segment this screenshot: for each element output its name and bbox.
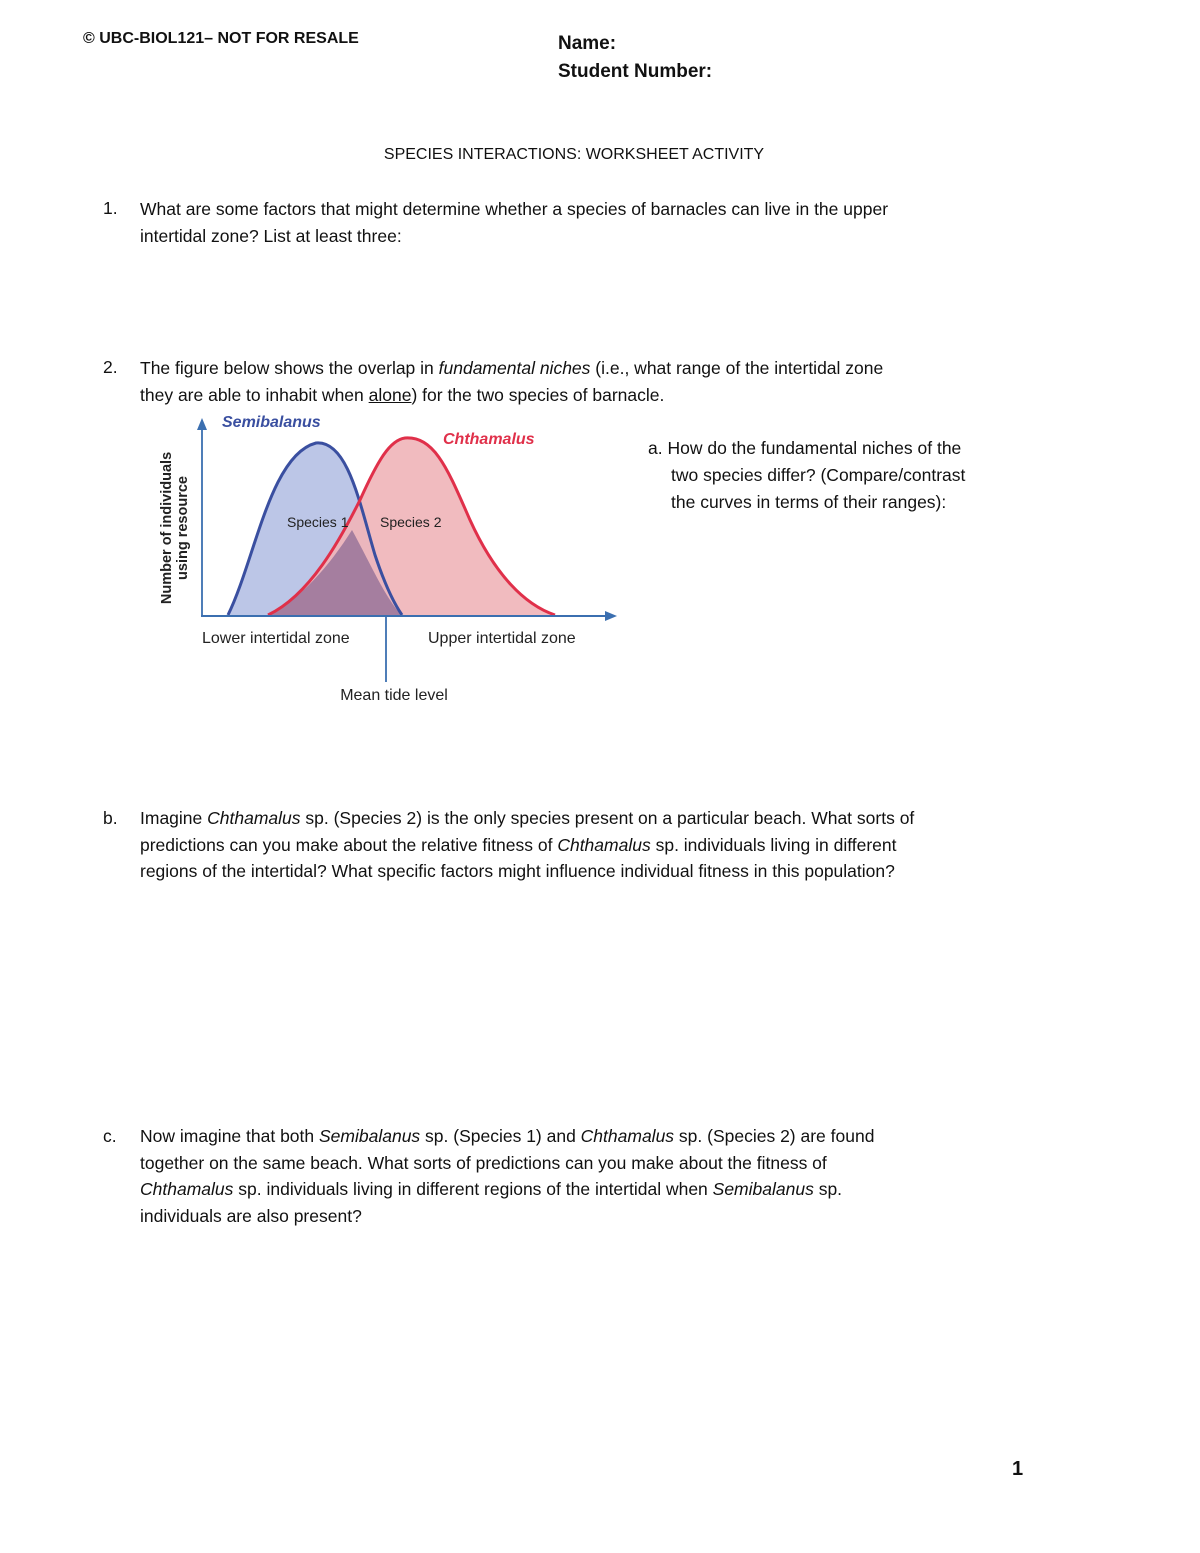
qb-t7: regions of the intertidal? What specific factors might influence individual fitness in this population?: [140, 861, 895, 881]
qa-line2: two species differ? (Compare/contrast: [671, 464, 966, 485]
qa-prefix: a.: [648, 438, 663, 458]
qc-text: [140, 1123, 1020, 1229]
qc-semibalanus-1: Semibalanus: [319, 1126, 421, 1146]
student-number-label: Student Number:: [558, 61, 713, 82]
qc-t10: sp.: [813, 1179, 843, 1199]
qb-chthamalus-2: Chthamalus: [557, 834, 651, 855]
y-axis-arrow: [197, 418, 207, 430]
qa-line1: [648, 438, 961, 458]
qb-t4: predictions can you make about the relative fitness of: [140, 834, 558, 855]
q2-fundamental-niches: fundamental niches: [438, 358, 591, 378]
qb-t3: sp. (Species 2) is the only species present on a particular beach. What sorts of: [300, 808, 915, 828]
species2-label: Species 2: [380, 514, 442, 530]
qb-number: b.: [103, 808, 118, 828]
qc-t11: individuals are also present?: [140, 1205, 362, 1226]
mean-tide-label: Mean tide level: [340, 687, 448, 704]
qc-number: c.: [103, 1126, 117, 1146]
q2-text: [140, 355, 1020, 408]
page-number: 1: [1012, 1458, 1024, 1480]
qc-t8: sp. individuals living in different regions of the intertidal when: [233, 1179, 713, 1199]
q2-text-a: The figure below shows the overlap in: [140, 358, 439, 378]
q1-line1: What are some factors that might determine whether a species of barnacles can live in the upper: [140, 199, 889, 219]
q2-text-f: ) for the two species of barnacle.: [411, 384, 665, 405]
qc-chthamalus-2: Chthamalus: [140, 1179, 234, 1199]
qa-line1-text: How do the fundamental niches of the: [667, 438, 962, 458]
q2-alone: alone: [368, 384, 412, 405]
qb-chthamalus-1: Chthamalus: [207, 808, 301, 828]
qb-t6: sp. individuals living in different: [650, 834, 897, 855]
niche-overlap-figure: [150, 405, 630, 710]
qa-text: [648, 435, 1028, 515]
qa-line3: the curves in terms of their ranges):: [671, 491, 947, 512]
worksheet-title: SPECIES INTERACTIONS: WORKSHEET ACTIVITY: [383, 146, 765, 163]
qc-t1: Now imagine that both: [140, 1126, 319, 1146]
species1-name: Semibalanus: [222, 414, 321, 431]
copyright-notice: © UBC-BIOL121– NOT FOR RESALE: [83, 30, 359, 47]
q1-text: [140, 196, 1020, 249]
q1-line2: intertidal zone? List at least three:: [140, 225, 402, 246]
x-axis-arrow: [605, 611, 617, 621]
species1-label: Species 1: [287, 514, 349, 530]
species2-name: Chthamalus: [443, 431, 535, 448]
y-axis-label-line2: using resource: [175, 476, 191, 580]
qb-t1: Imagine: [140, 808, 208, 828]
name-label: Name:: [558, 33, 617, 54]
y-axis-label-line1: Number of individuals: [159, 451, 175, 605]
qc-chthamalus-1: Chthamalus: [580, 1126, 675, 1146]
qc-t5: sp. (Species 2) are found: [674, 1126, 875, 1146]
q1-number: 1.: [103, 198, 118, 218]
x-label-upper: Upper intertidal zone: [428, 630, 576, 647]
x-label-lower: Lower intertidal zone: [202, 630, 350, 647]
q2-number: 2.: [103, 357, 118, 377]
q2-text-d: they are able to inhabit when: [140, 384, 369, 405]
qc-t6: together on the same beach. What sorts of predictions can you make about the fitness of: [140, 1152, 827, 1173]
qb-text: [140, 805, 1020, 885]
qc-semibalanus-2: Semibalanus: [712, 1179, 814, 1199]
qc-t3: sp. (Species 1) and: [420, 1126, 581, 1146]
q2-text-c: (i.e., what range of the intertidal zone: [590, 358, 884, 378]
